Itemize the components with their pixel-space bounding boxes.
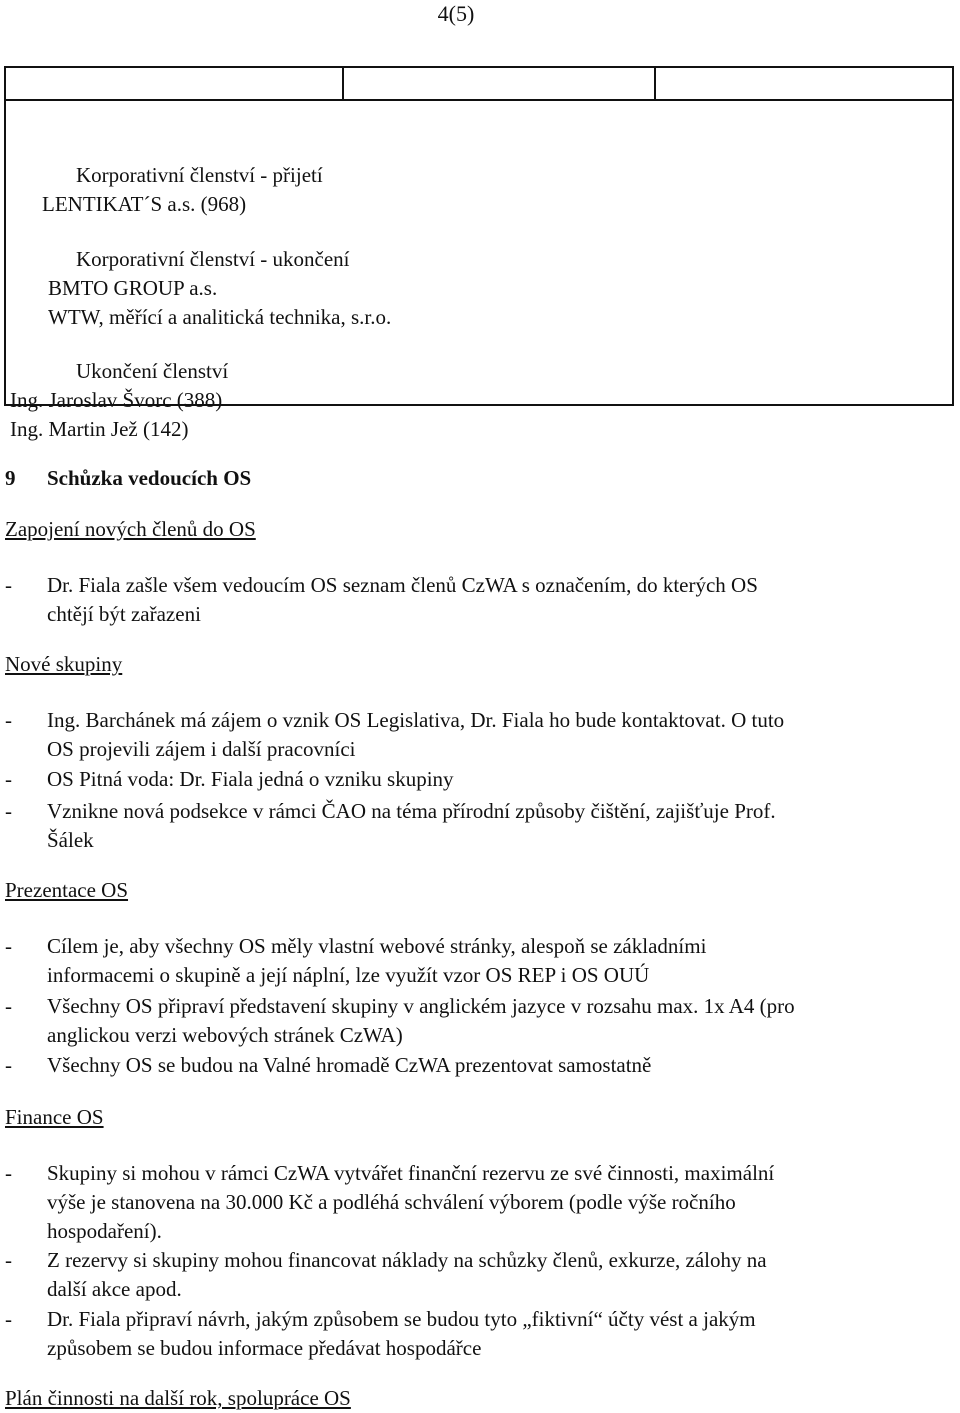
subsection-title: Finance OS [5,1105,104,1129]
list-item-line: Všechny OS se budou na Valné hromadě CzWA prezentovat samostatně [47,1053,652,1077]
group-line: BMTO GROUP a.s. [48,276,218,300]
list-item-line: OS projevili zájem i další pracovníci [47,737,356,761]
subsection-title: Plán činnosti na další rok, spolupráce OS [5,1386,351,1410]
bullet-dash: - [5,573,12,597]
list-item-line: výše je stanovena na 30.000 Kč a podléhá schválení výborem (podle výše ročního [47,1190,736,1214]
bullet-dash: - [5,1248,12,1272]
section-heading [5,464,251,493]
list-item-line: Šálek [47,828,94,852]
group-title: Korporativní členství - ukončení [76,247,350,271]
list-item-line: chtějí být zařazeni [47,602,201,626]
table-body-cell [6,101,952,441]
membership-table [4,66,954,441]
bullet-dash: - [5,767,12,791]
group-line: LENTIKAT´S a.s. (968) [42,192,247,216]
page-number: 4(5) [437,1,475,26]
group-title: Ukončení členství [76,359,229,383]
list-item-line: OS Pitná voda: Dr. Fiala jedná o vzniku skupiny [47,767,454,791]
list-item-line: způsobem se budou informace předávat hospodářce [47,1336,482,1360]
list-item-line: Skupiny si mohou v rámci CzWA vytvářet finanční rezervu ze své činnosti, maximální [47,1161,775,1185]
table-column-divider [654,68,656,99]
section-title: Schůzka vedoucích OS [47,466,252,490]
list-item-line: informacemi o skupině a její náplní, lze využít vzor OS REP i OS OUÚ [47,963,650,987]
list-item-line: další akce apod. [47,1277,182,1301]
list-item-line: Dr. Fiala zašle všem vedoucím OS seznam členů CzWA s označením, do kterých OS [47,573,758,597]
list-item-line: Vznikne nová podsekce v rámci ČAO na téma přírodní způsoby čištění, zajišťuje Prof. [47,799,776,823]
subsection-title: Zapojení nových členů do OS [5,517,256,541]
list-item-line: Z rezervy si skupiny mohou financovat náklady na schůzky členů, exkurze, zálohy na [47,1248,767,1272]
table-column-divider [342,68,344,99]
list-item-line: Dr. Fiala připraví návrh, jakým způsobem se budou tyto „fiktivní“ účty vést a jakým [47,1307,756,1331]
bullet-dash: - [5,934,12,958]
bullet-dash: - [5,1053,12,1077]
group-title: Korporativní členství - přijetí [76,163,323,187]
group-line: Ing. Jaroslav Švorc (388) [10,388,223,412]
bullet-dash: - [5,799,12,823]
group-line: Ing. Martin Jež (142) [10,417,189,441]
subsection-title: Prezentace OS [5,878,129,902]
list-item-line: Cílem je, aby všechny OS měly vlastní webové stránky, alespoň se základními [47,934,707,958]
list-item-line: hospodaření). [47,1219,162,1243]
subsection-title: Nové skupiny [5,652,123,676]
section-number: 9 [5,466,16,490]
list-item-line: Ing. Barchánek má zájem o vznik OS Legislativa, Dr. Fiala ho bude kontaktovat. O tuto [47,708,785,732]
bullet-dash: - [5,708,12,732]
bullet-dash: - [5,1307,12,1331]
table-header-row [6,68,952,101]
bullet-dash: - [5,994,12,1018]
bullet-dash: - [5,1161,12,1185]
list-item-line: Všechny OS připraví představení skupiny v anglickém jazyce v rozsahu max. 1x A4 (pro [47,994,795,1018]
group-line: WTW, měřící a analitická technika, s.r.o. [48,305,392,329]
list-item-line: anglickou verzi webových stránek CzWA) [47,1023,403,1047]
